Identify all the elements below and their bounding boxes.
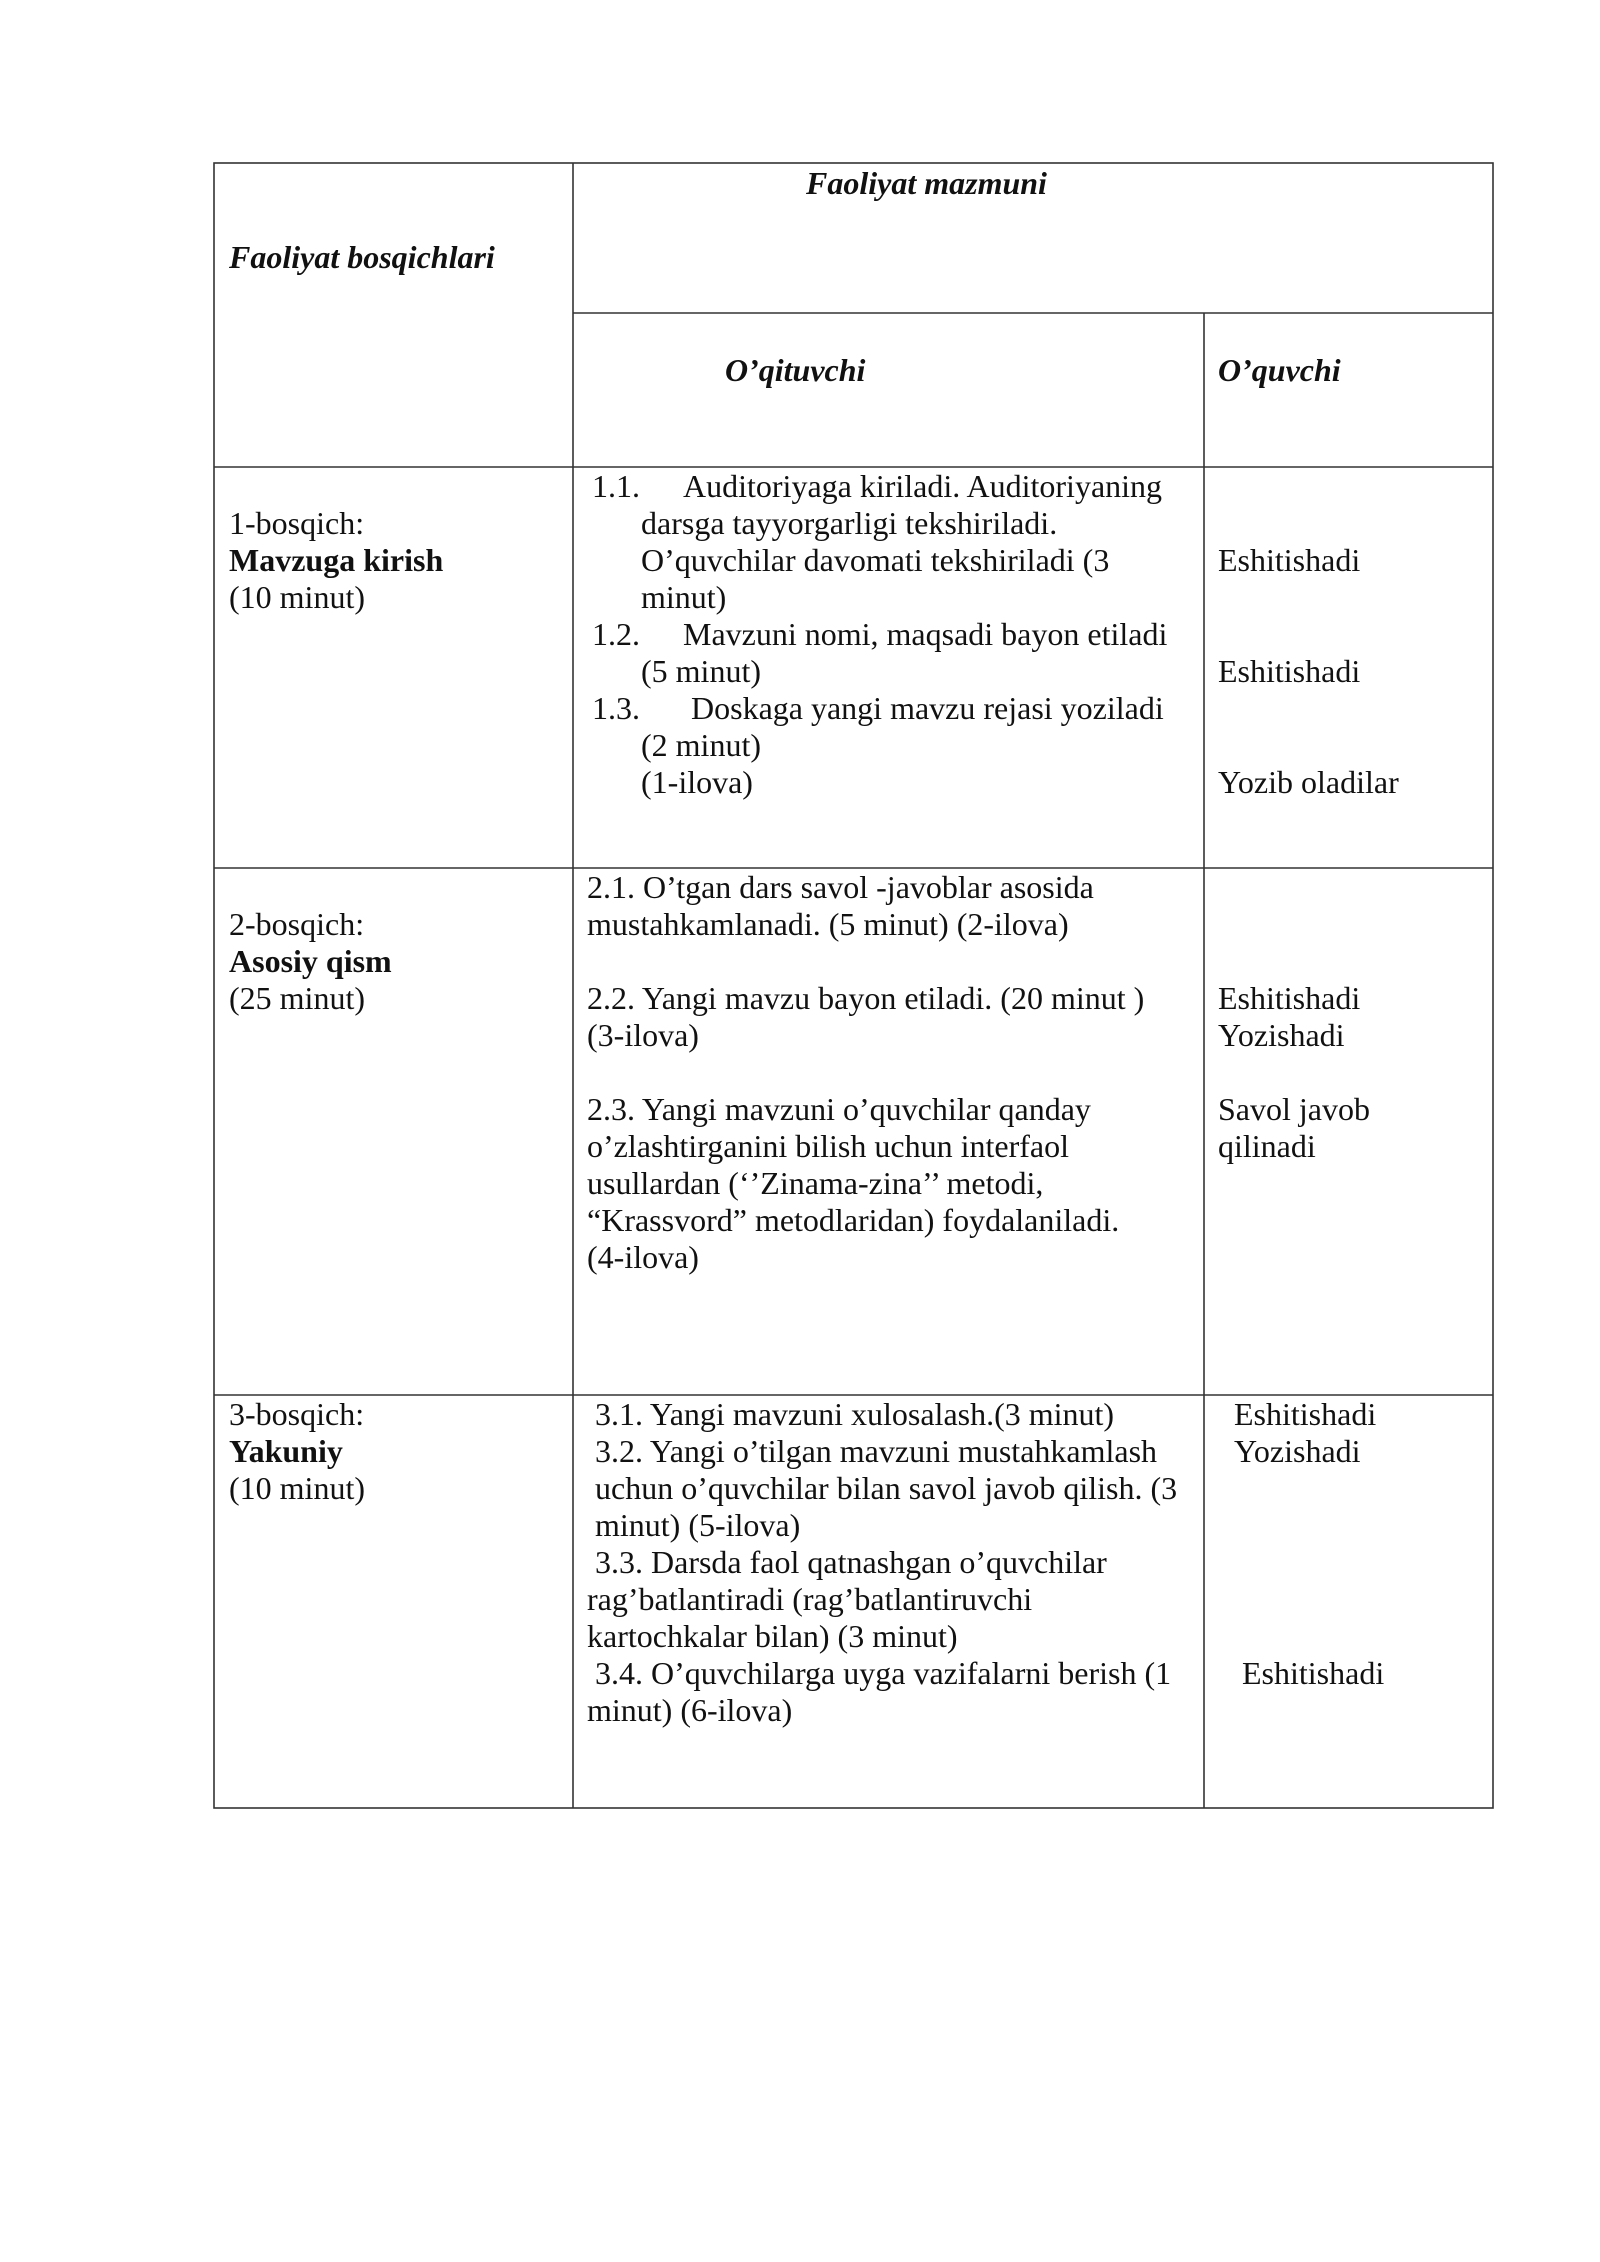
student-2-response-1: Eshitishadi	[1218, 980, 1361, 1016]
header-stages-label: Faoliyat bosqichlari	[229, 239, 495, 275]
student-3-response-1: Eshitishadi	[1234, 1396, 1377, 1432]
teacher-item-1-3-number: 1.3.	[592, 690, 640, 726]
teacher-item-2-1-line2: mustahkamlanadi. (5 minut) (2-ilova)	[587, 906, 1069, 942]
teacher-item-1-2-number: 1.2.	[592, 616, 640, 652]
stage-1-title: Mavzuga kirish	[229, 542, 444, 578]
stage-3-title: Yakuniy	[229, 1433, 343, 1469]
teacher-item-2-1-line1: 2.1. O’tgan dars savol -javoblar asosida	[587, 869, 1094, 905]
student-2-response-4: qilinadi	[1218, 1128, 1316, 1164]
teacher-item-3-2-line3: minut) (5-ilova)	[595, 1507, 801, 1543]
stage-1-duration: (10 minut)	[229, 579, 365, 615]
student-1-response-1: Eshitishadi	[1218, 542, 1361, 578]
teacher-item-1-3-line1: Doskaga yangi mavzu rejasi yoziladi	[691, 690, 1164, 726]
teacher-item-1-3-line3: (1-ilova)	[641, 764, 753, 800]
teacher-item-2-2-line1: 2.2. Yangi mavzu bayon etiladi. (20 minut )	[587, 980, 1145, 1016]
stage-1-label: 1-bosqich:	[229, 505, 365, 541]
student-2-response-3: Savol javob	[1218, 1091, 1370, 1127]
teacher-item-3-3-line1: 3.3. Darsda faol qatnashgan o’quvchilar	[595, 1544, 1107, 1580]
header-teacher-label: O’qituvchi	[725, 352, 866, 388]
teacher-item-1-1-number: 1.1.	[592, 468, 640, 504]
teacher-item-3-2-line2: uchun o’quvchilar bilan savol javob qilish. (3	[595, 1470, 1178, 1506]
teacher-item-3-2-line1: 3.2. Yangi o’tilgan mavzuni mustahkamlash	[595, 1433, 1158, 1469]
student-1-response-3: Yozib oladilar	[1218, 764, 1399, 800]
stage-2-label: 2-bosqich:	[229, 906, 365, 942]
teacher-item-2-3-line4: “Krassvord” metodlaridan) foydalaniladi.	[587, 1202, 1120, 1238]
teacher-item-3-4-line2: minut) (6-ilova)	[587, 1692, 793, 1728]
teacher-item-1-1-line4: minut)	[641, 579, 727, 615]
teacher-item-3-1-line1: 3.1. Yangi mavzuni xulosalash.(3 minut)	[595, 1396, 1115, 1432]
teacher-item-2-2-line2: (3-ilova)	[587, 1017, 699, 1053]
teacher-item-2-3-line1: 2.3. Yangi mavzuni o’quvchilar qanday	[587, 1091, 1091, 1127]
student-3-response-3: Eshitishadi	[1242, 1655, 1385, 1691]
teacher-item-3-3-line3: kartochkalar bilan) (3 minut)	[587, 1618, 958, 1654]
student-1-response-2: Eshitishadi	[1218, 653, 1361, 689]
stage-2-title: Asosiy qism	[229, 943, 392, 979]
teacher-item-2-3-line2: o’zlashtirganini bilish uchun interfaol	[587, 1128, 1069, 1164]
stage-3-label: 3-bosqich:	[229, 1396, 365, 1432]
stage-3-duration: (10 minut)	[229, 1470, 365, 1506]
header-student-label: O’quvchi	[1218, 352, 1341, 388]
teacher-item-1-2-line2: (5 minut)	[641, 653, 761, 689]
header-content-label: Faoliyat mazmuni	[806, 165, 1047, 201]
stage-2-duration: (25 minut)	[229, 980, 365, 1016]
teacher-item-1-3-line2: (2 minut)	[641, 727, 761, 763]
teacher-item-3-3-line2: rag’batlantiradi (rag’batlantiruvchi	[587, 1581, 1033, 1617]
teacher-item-1-1-line3: O’quvchilar davomati tekshiriladi (3	[641, 542, 1110, 578]
teacher-item-1-1-line2: darsga tayyorgarligi tekshiriladi.	[641, 505, 1058, 541]
teacher-item-2-3-line3: usullardan (‘’Zinama-zina’’ metodi,	[587, 1165, 1044, 1201]
student-3-response-2: Yozishadi	[1234, 1433, 1361, 1469]
teacher-item-1-1-line1: Auditoriyaga kiriladi. Auditoriyaning	[683, 468, 1163, 504]
teacher-item-1-2-line1: Mavzuni nomi, maqsadi bayon etiladi	[683, 616, 1168, 652]
teacher-item-2-3-line5: (4-ilova)	[587, 1239, 699, 1275]
student-2-response-2: Yozishadi	[1218, 1017, 1345, 1053]
teacher-item-3-4-line1: 3.4. O’quvchilarga uyga vazifalarni berish (1	[595, 1655, 1172, 1691]
